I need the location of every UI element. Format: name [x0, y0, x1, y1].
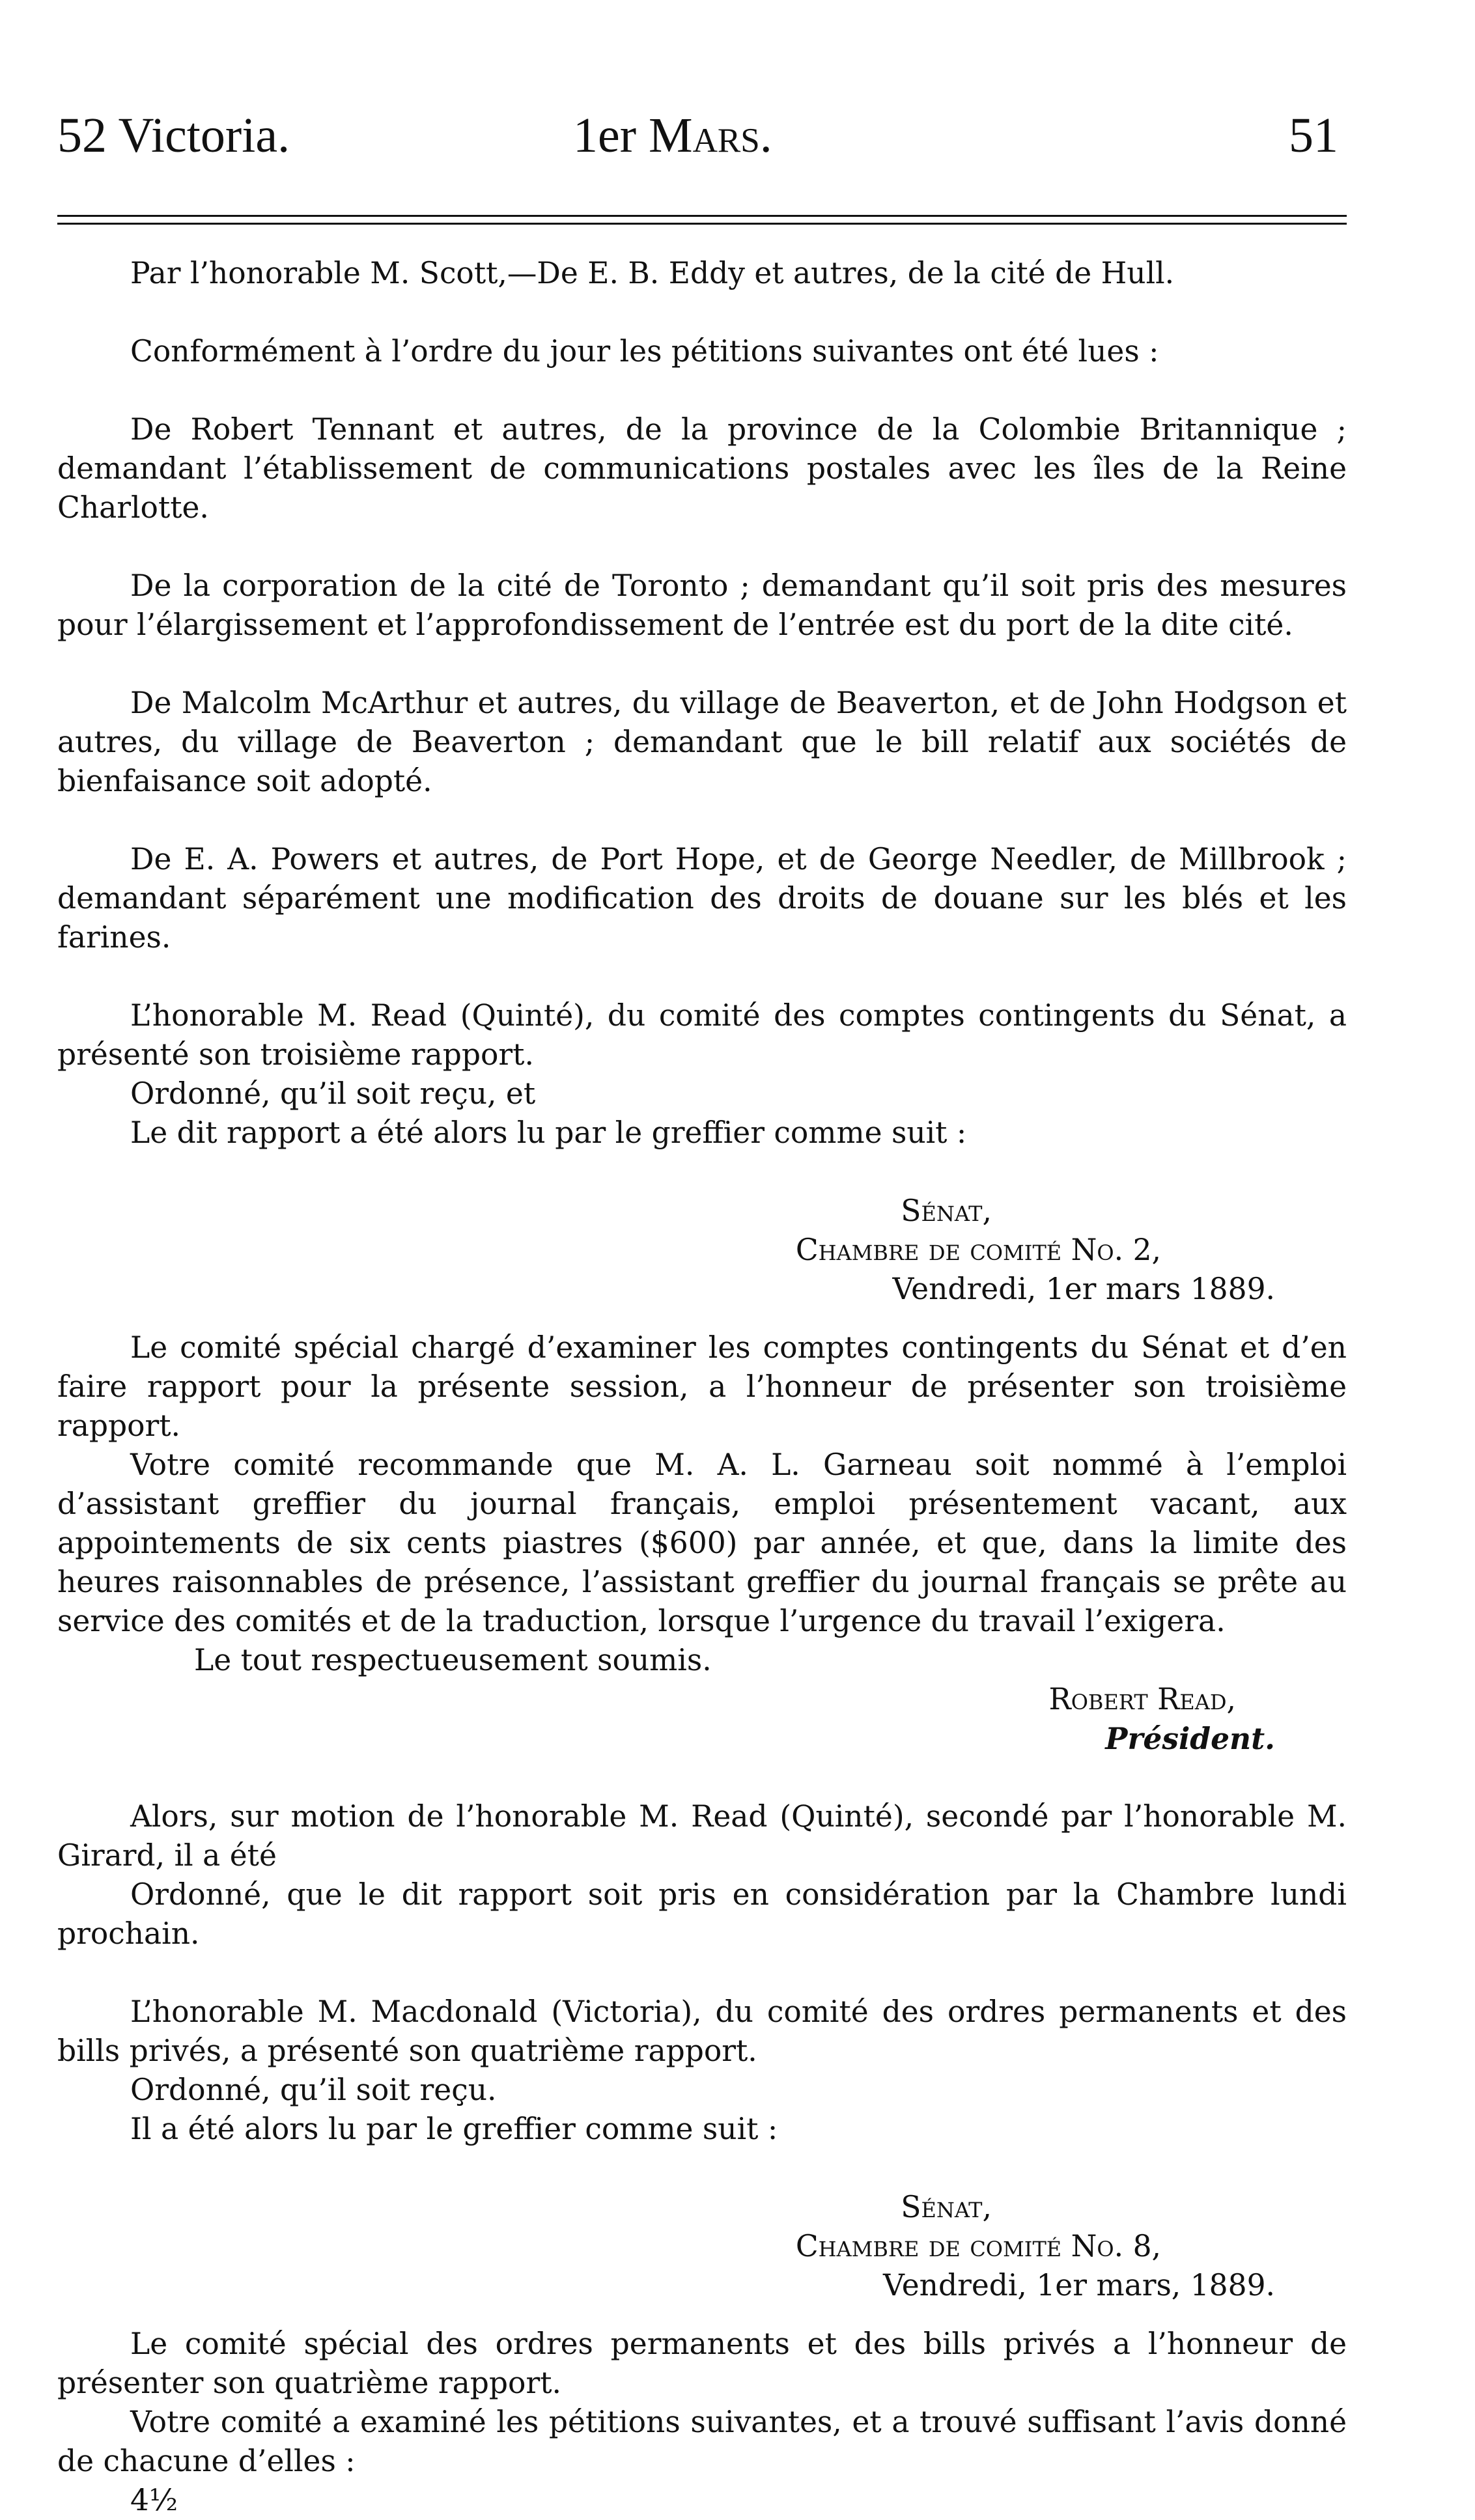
- report1-signature-name: Robert Read,: [1048, 1682, 1236, 1716]
- report1-paragraph-1: Le comité spécial chargé d’examiner les comptes contingents du Sénat et d’en faire rapport pour la présente session, a l’honneur de présenter son troisième rapport.: [57, 1330, 1347, 1443]
- page-body: [57, 254, 1347, 2520]
- motion-paragraph: Alors, sur motion de l’honorable M. Read (Quinté), secondé par l’honorable M. Girard, il a été: [57, 1799, 1347, 1873]
- running-header-date: [573, 108, 772, 163]
- report2-paragraph-1: Le comité spécial des ordres permanents et des bills privés a l’honneur de présenter son quatrième rapport.: [57, 2327, 1347, 2400]
- macdonald-report-presented: L’honorable M. Macdonald (Victoria), du comité des ordres permanents et des bills privés, a présenté son quatrième rapport.: [57, 1995, 1347, 2068]
- page-number: 51: [1289, 108, 1338, 163]
- report2-paragraph-2: Votre comité a examiné les pétitions suivantes, et a trouvé suffisant l’avis donné de chacune d’elles :: [57, 2405, 1347, 2478]
- read-report-read: Le dit rapport a été alors lu par le greffier comme suit :: [130, 1115, 967, 1150]
- report1-senat: Sénat,: [901, 1194, 992, 1228]
- running-header-left: 52 Victoria.: [57, 108, 290, 163]
- petition-powers: De E. A. Powers et autres, de Port Hope, et de George Needler, de Millbrook ; demandant séparément une modification des droits de douane sur les blés et les farines.: [57, 842, 1347, 955]
- petition-mcarthur: De Malcolm McArthur et autres, du village de Beaverton, et de John Hodgson et autres, du village de Beaverton ; demandant que le bill relatif aux sociétés de bienfaisance soit adopté.: [57, 686, 1347, 798]
- motion-ordered: Ordonné, que le dit rapport soit pris en considération par la Chambre lundi prochain.: [57, 1877, 1347, 1951]
- report2-date: Vendredi, 1er mars, 1889.: [883, 2268, 1275, 2303]
- read-report-presented: L’honorable M. Read (Quinté), du comité des comptes contingents du Sénat, a présenté son troisième rapport.: [57, 998, 1347, 1072]
- report1-closing: Le tout respectueusement soumis.: [194, 1643, 712, 1677]
- report1-date: Vendredi, 1er mars 1889.: [892, 1272, 1275, 1306]
- header-month: Mars.: [649, 108, 772, 163]
- petition-scott: Par l’honorable M. Scott,—De E. B. Eddy et autres, de la cité de Hull.: [130, 256, 1175, 290]
- petitions-intro: Conformément à l’ordre du jour les pétitions suivantes ont été lues :: [130, 334, 1159, 369]
- report2-senat: Sénat,: [901, 2190, 992, 2224]
- macdonald-report-read: Il a été alors lu par le greffier comme suit :: [130, 2112, 778, 2146]
- read-report-ordered: Ordonné, qu’il soit reçu, et: [130, 1076, 536, 1111]
- petition-toronto: De la corporation de la cité de Toronto ; demandant qu’il soit pris des mesures pour l’élargissement et l’approfondissement de l’entrée est du port de la dite cité.: [57, 568, 1347, 642]
- macdonald-report-ordered: Ordonné, qu’il soit reçu.: [130, 2073, 497, 2107]
- header-rule-top: [57, 215, 1347, 217]
- header-day: 1er: [573, 108, 637, 163]
- report2-chambre: Chambre de comité No. 8,: [795, 2229, 1161, 2263]
- report1-chambre: Chambre de comité No. 2,: [795, 1233, 1161, 1267]
- signature-mark: 4½: [130, 2483, 178, 2517]
- report1-paragraph-2: Votre comité recommande que M. A. L. Garneau soit nommé à l’emploi d’assistant greffier du journal français, emploi présentement vacant, aux appointements de six cents piastres ($600) par année, et que, dans la limite des heures raisonnables de présence, l’assistant greffier du journal français se prête au service des comités et de la traduction, lorsque l’urgence du travail l’exigera.: [57, 1448, 1347, 1638]
- report1-signature-title: Président.: [1105, 1721, 1275, 1756]
- petition-tennant: De Robert Tennant et autres, de la province de la Colombie Britannique ; demandant l’établissement de communications postales avec les îles de la Reine Charlotte.: [57, 412, 1347, 525]
- header-rule-bottom: [57, 223, 1347, 225]
